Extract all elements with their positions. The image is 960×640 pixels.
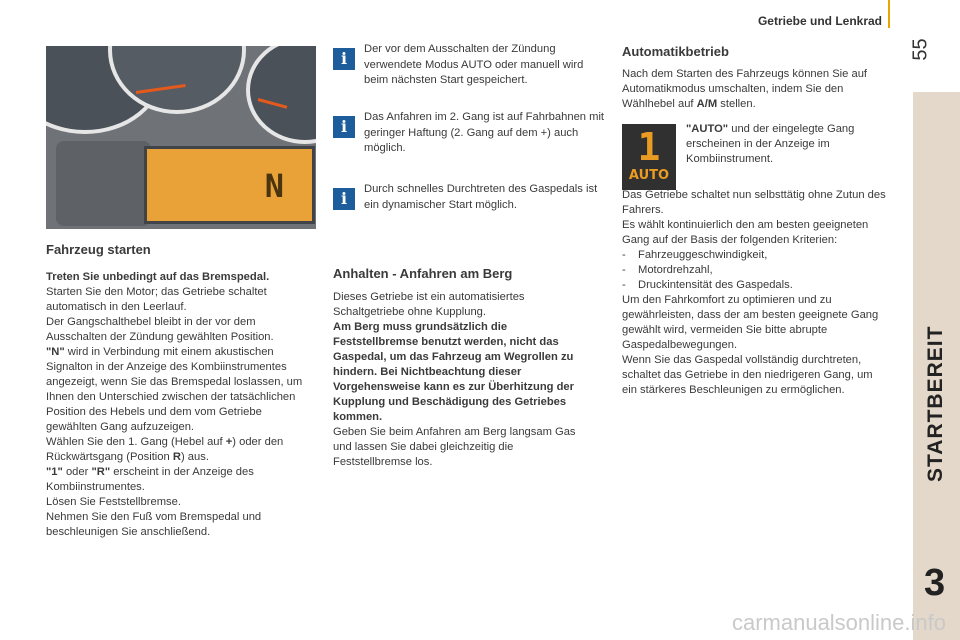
text-gearbox-type: Dieses Getriebe ist ein automatisiertes Schaltgetriebe ohne Kupplung. xyxy=(333,291,525,318)
note-text: Durch schnelles Durchtreten des Gaspedals ist ein dynamischer Start möglich. xyxy=(364,183,598,211)
text-auto-display: und der eingelegte Gang erscheinen in der Anzeige im Kombiinstrument. xyxy=(686,123,855,165)
chapter-number: 3 xyxy=(924,562,946,604)
page-header: Getriebe und Lenkrad xyxy=(757,14,882,28)
section-hill-start xyxy=(333,266,595,470)
gear-display-glyph: N xyxy=(264,167,284,205)
list-item: - Fahrzeuggeschwindigkeit, xyxy=(622,249,768,261)
text-start-engine: Starten Sie den Motor; das Getriebe schaltet automatisch in den Leerlauf. xyxy=(46,286,267,313)
page-number: 55 xyxy=(909,38,932,61)
text-comfort: Um den Fahrkomfort zu optimieren und zu gewährleisten, dass der am besten geeignete Gang gewählt wird, vermeiden Sie bitte abrupte Gaspedalbewegungen. xyxy=(622,294,879,351)
auto-label: AUTO xyxy=(628,168,670,183)
temperature-gauge xyxy=(246,46,316,144)
chapter-title xyxy=(924,422,948,482)
heading-auto-mode: Automatikbetrieb xyxy=(622,44,729,59)
text-plus: + xyxy=(225,436,233,448)
heading-starting: Fahrzeug starten xyxy=(46,242,151,257)
text-n-explanation: wird in Verbindung mit einem akustischen Signalton in der Anzeige des Kombiinstrumentes angezeigt, wenn Sie das Bremspedal loslassen, um Ihnen den Unterschied zwischen der tatsächlichen Position des Hebels und dem vom Getriebe gewählten Gang aufzuzeigen. xyxy=(46,346,303,433)
section-auto-details xyxy=(622,188,890,398)
criteria-pedal: Druckintensität des Gaspedals. xyxy=(638,279,793,291)
text-criteria-intro: Es wählt kontinuierlich den am besten geeigneten Gang auf der Basis der folgenden Kriterien: xyxy=(622,219,869,246)
text-auto-shifting: Das Getriebe schaltet nun selbsttätig ohne Zutun des Fahrers. xyxy=(622,189,886,216)
text-auto-switch-a: Nach dem Starten des Fahrzeugs können Sie auf Automatikmodus umschalten, indem Sie den Wählhebel auf xyxy=(622,68,868,110)
note-second-gear xyxy=(333,110,605,157)
auto-gear-digit: 1 xyxy=(637,125,661,169)
list-item: - Motordrehzahl, xyxy=(622,264,713,276)
gear-lever xyxy=(56,141,151,226)
text-select-gear-c: ) aus. xyxy=(180,451,209,463)
info-icon: i xyxy=(333,188,355,210)
text-display-info: erscheint in der Anzeige des Kombiinstrumentes. xyxy=(46,466,254,493)
gear-display xyxy=(144,146,315,224)
instrument-cluster-photo xyxy=(46,46,316,229)
note-mode-memory xyxy=(333,42,605,89)
text-release-brake: Lösen Sie Feststellbremse. xyxy=(46,496,181,508)
info-icon: i xyxy=(333,48,355,70)
text-am: A/M xyxy=(696,98,718,110)
watermark: carmanualsonline.info xyxy=(731,610,946,635)
criteria-speed: Fahrzeuggeschwindigkeit, xyxy=(638,249,768,261)
info-icon: i xyxy=(333,116,355,138)
section-starting xyxy=(46,242,306,540)
header-accent-line xyxy=(888,0,890,28)
auto-mode-display-image xyxy=(622,124,676,190)
text-select-gear-a: Wählen Sie den 1. Gang (Hebel auf xyxy=(46,436,226,448)
note-text: Der vor dem Ausschalten der Zündung verwendete Modus AUTO oder manuell wird beim nächsten Start gespeichert. xyxy=(364,43,584,86)
note-dynamic-start xyxy=(333,182,605,213)
text-auto-switch-b: stellen. xyxy=(717,98,756,110)
text-lever-position: Der Gangschalthebel bleibt in der vor dem Ausschalten der Zündung gewählten Position. xyxy=(46,316,274,343)
text-select-gear-b: ) oder den Rückwärtsgang (Position xyxy=(46,436,284,463)
text-auto-label: "AUTO" xyxy=(686,123,729,135)
section-auto-mode xyxy=(622,44,890,112)
text-n-label: "N" xyxy=(46,346,65,358)
brake-warning: Treten Sie unbedingt auf das Bremspedal. xyxy=(46,271,270,283)
text-accelerate: Nehmen Sie den Fuß vom Bremspedal und beschleunigen Sie anschließend. xyxy=(46,511,262,538)
text-kickdown: Wenn Sie das Gaspedal vollständig durchtreten, schaltet das Getriebe in den niedrigeren Gang, um ein stärkeres Beschleunigen zu ermöglichen. xyxy=(622,354,873,396)
auto-display-caption xyxy=(686,122,886,167)
text-r: R xyxy=(172,451,181,463)
criteria-rpm: Motordrehzahl, xyxy=(638,264,713,276)
note-text: Das Anfahren im 2. Gang ist auf Fahrbahnen mit geringer Haftung (2. Gang auf dem +) auch möglich. xyxy=(364,111,605,154)
text-1-label: "1" xyxy=(46,466,63,478)
heading-hill-start: Anhalten - Anfahren am Berg xyxy=(333,266,513,281)
text-hill-procedure: Geben Sie beim Anfahren am Berg langsam Gas und lassen Sie dabei gleichzeitig die Feststellbremse los. xyxy=(333,426,576,468)
text-or: oder xyxy=(62,466,92,478)
list-item: - Druckintensität des Gaspedals. xyxy=(622,279,793,291)
text-r-label: "R" xyxy=(91,466,111,478)
text-hill-warning: Am Berg muss grundsätzlich die Feststellbremse benutzt werden, nicht das Gaspedal, um das Fahrzeug am Wegrollen zu hindern. Bei Nichtbeachtung dieser Vorgehensweise kann es zur Überhitzung der Kupplung und Beschädigung des Getriebes kommen. xyxy=(333,321,575,423)
